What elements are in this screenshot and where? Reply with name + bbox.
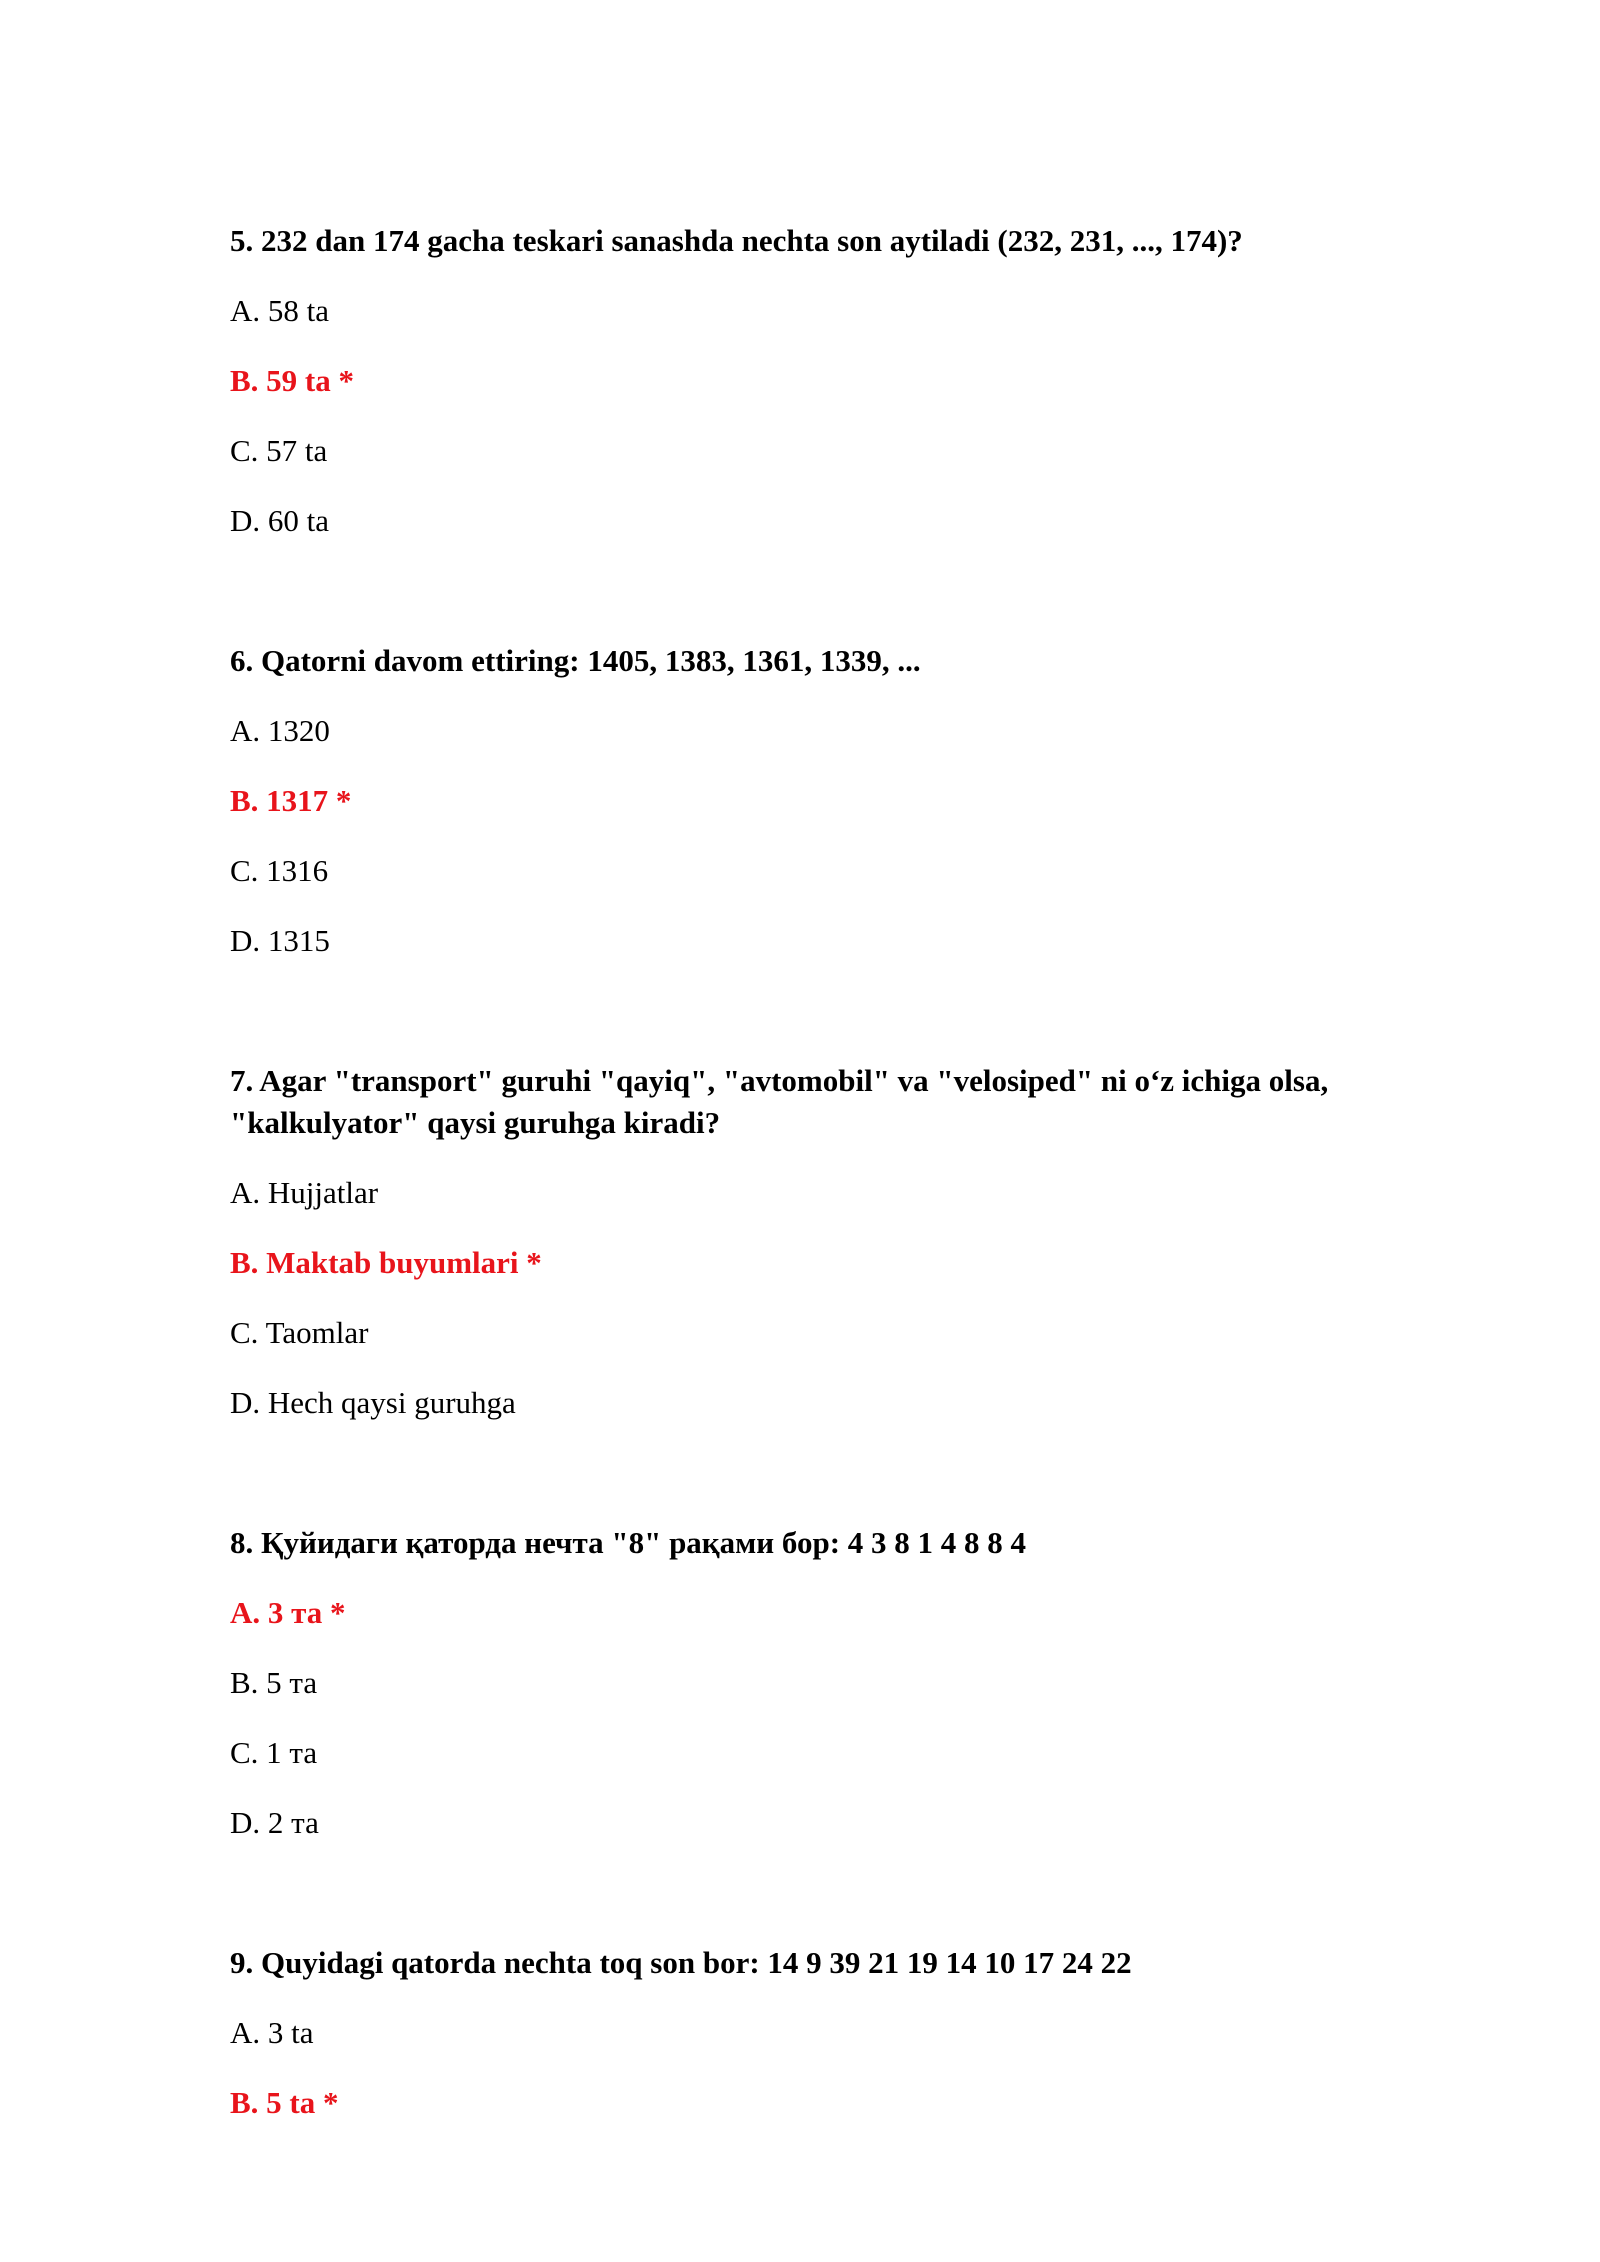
option-d: D. 2 та	[230, 1805, 319, 1840]
option-b-correct: B. 1317 *	[230, 783, 352, 818]
option-d: D. 1315	[230, 923, 330, 958]
question-text: 9. Quyidagi qatorda nechta toq son bor: 14 9 39 21 19 14 10 17 24 22	[230, 1945, 1132, 1980]
document-page	[230, 220, 1410, 2152]
option-a: A. 58 ta	[230, 293, 330, 328]
question-text: 7. Agar "transport" guruhi "qayiq", "avtomobil" va "velosiped" ni o‘z ichiga olsa, "kalkulyator" qaysi guruhga kiradi?	[230, 1063, 1329, 1140]
question-7	[230, 1060, 1410, 1424]
option-c: C. 57 ta	[230, 433, 328, 468]
option-c: C. Taomlar	[230, 1315, 369, 1350]
option-b-correct: B. Maktab buyumlari *	[230, 1245, 542, 1280]
option-c: C. 1 та	[230, 1735, 318, 1770]
option-b: B. 5 та	[230, 1665, 318, 1700]
option-b-correct: B. 59 ta *	[230, 363, 354, 398]
option-d: D. 60 ta	[230, 503, 330, 538]
option-d: D. Hech qaysi guruhga	[230, 1385, 516, 1420]
question-8	[230, 1522, 1410, 1844]
option-a: A. 3 ta	[230, 2015, 314, 2050]
question-5	[230, 220, 1410, 542]
option-a-correct: A. 3 та *	[230, 1595, 346, 1630]
option-a: A. 1320	[230, 713, 330, 748]
option-a: A. Hujjatlar	[230, 1175, 379, 1210]
question-9	[230, 1942, 1410, 2124]
option-c: C. 1316	[230, 853, 329, 888]
question-text: 8. Қуйидаги қаторда нечта "8" рақами бор: 4 3 8 1 4 8 8 4	[230, 1525, 1027, 1560]
question-text: 6. Qatorni davom ettiring: 1405, 1383, 1361, 1339, ...	[230, 643, 921, 678]
option-b-correct: B. 5 ta *	[230, 2085, 339, 2120]
question-6	[230, 640, 1410, 962]
question-text: 5. 232 dan 174 gacha teskari sanashda nechta son aytiladi (232, 231, ..., 174)?	[230, 223, 1243, 258]
